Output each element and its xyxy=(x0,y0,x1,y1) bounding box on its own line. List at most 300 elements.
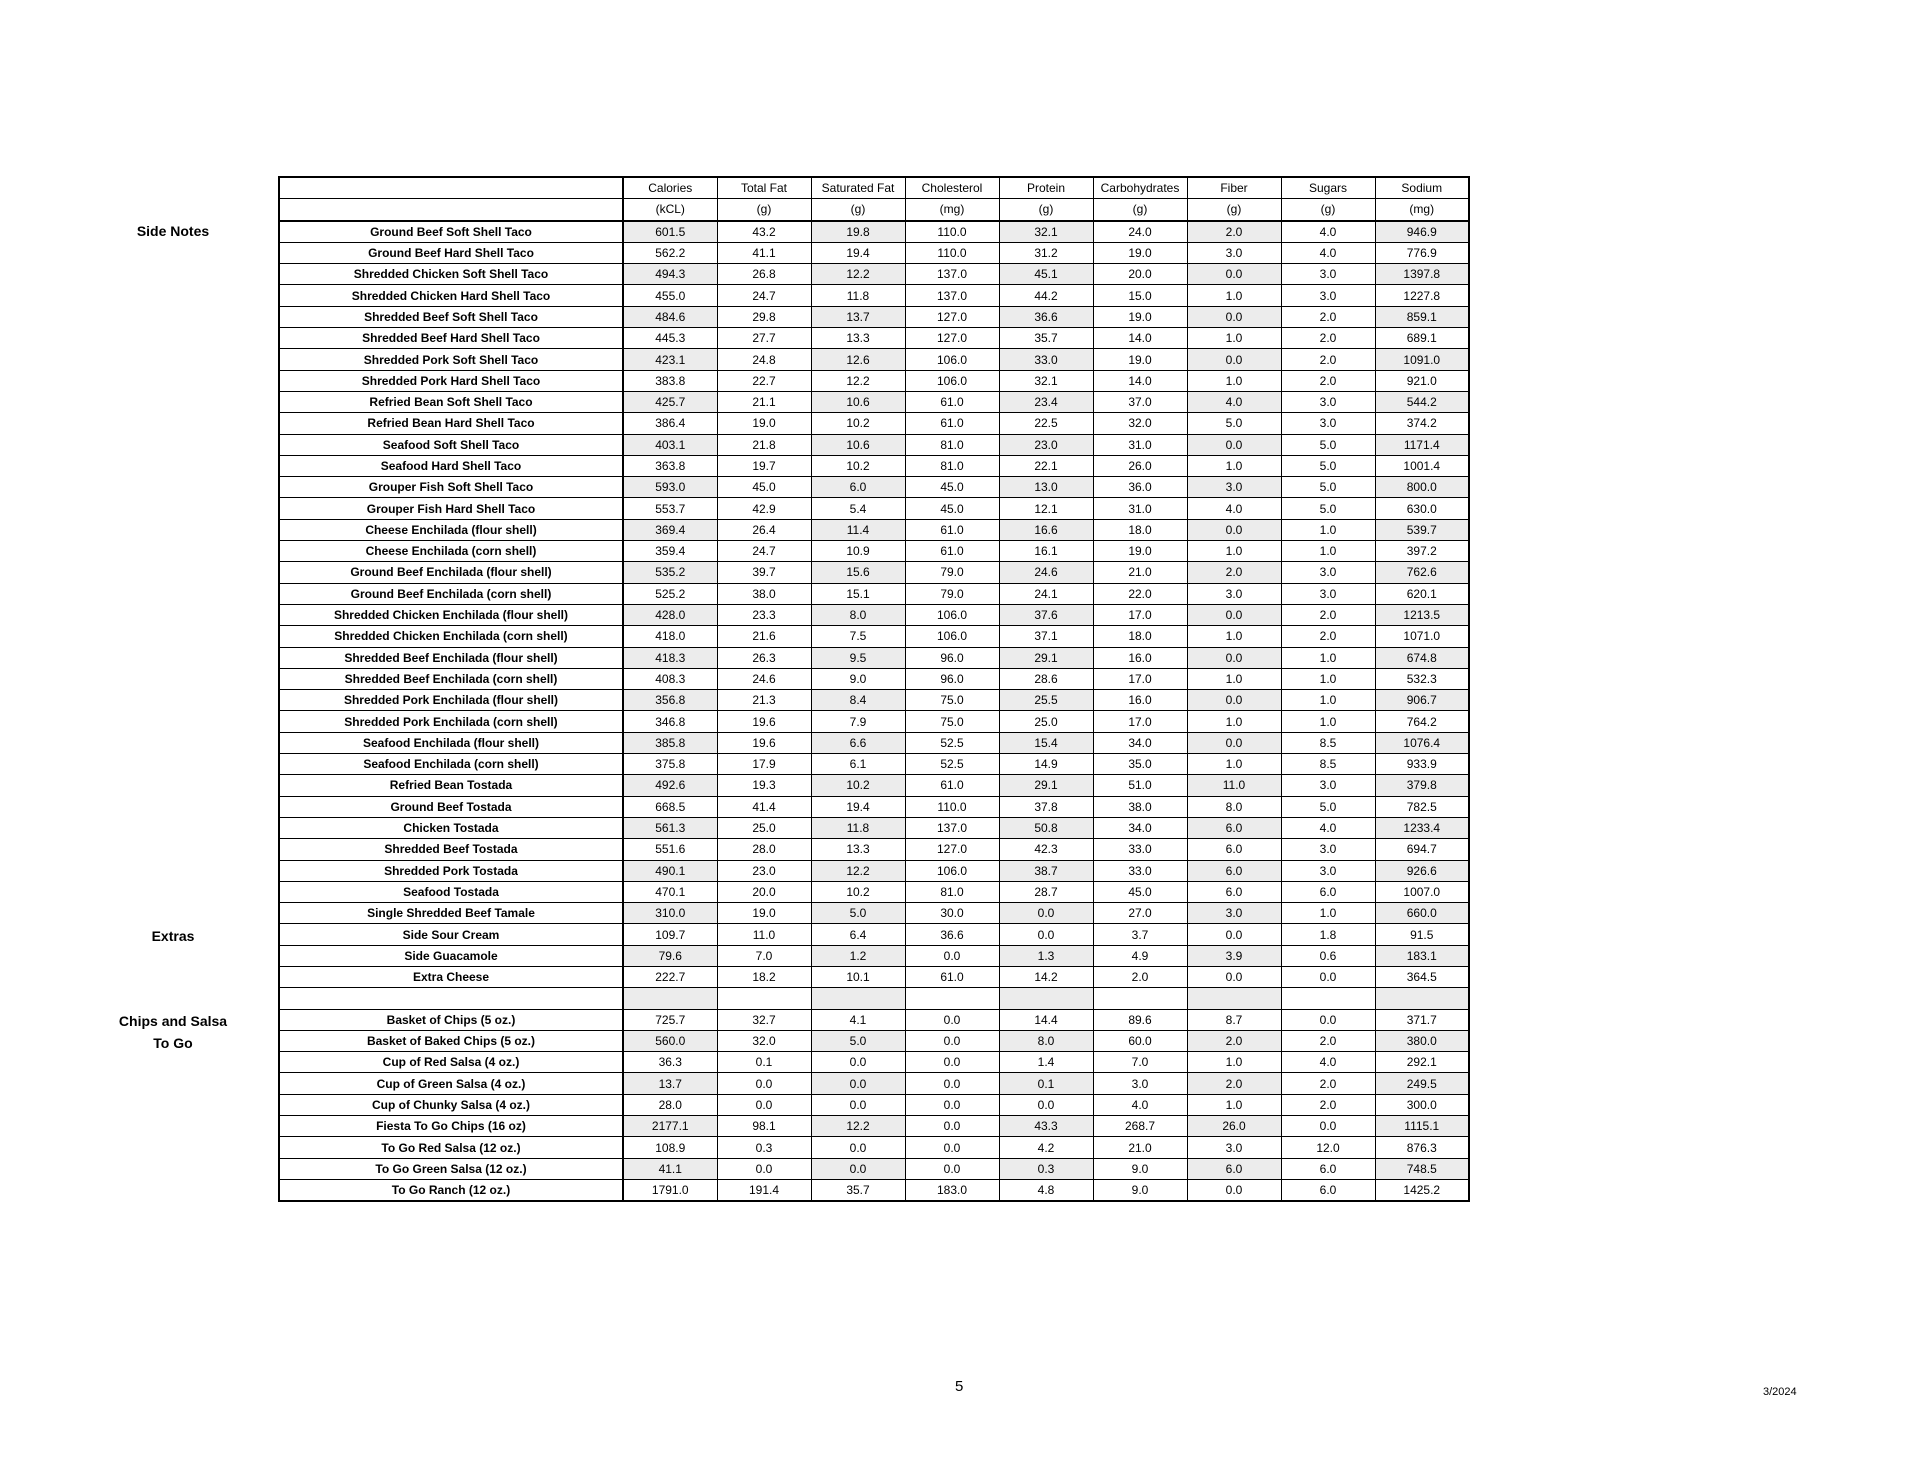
value-cell: 3.0 xyxy=(1281,583,1375,604)
value-cell: 15.4 xyxy=(999,732,1093,753)
value-cell: 553.7 xyxy=(623,498,717,519)
value-cell: 492.6 xyxy=(623,775,717,796)
value-cell: 0.0 xyxy=(811,1052,905,1073)
value-cell: 10.1 xyxy=(811,966,905,987)
value-cell: 18.2 xyxy=(717,966,811,987)
item-name: Seafood Tostada xyxy=(279,881,623,902)
value-cell: 14.9 xyxy=(999,754,1093,775)
table-row xyxy=(279,711,1469,732)
footer-date: 3/2024 xyxy=(1763,1386,1797,1398)
item-name: Chicken Tostada xyxy=(279,817,623,838)
value-cell: 425.7 xyxy=(623,391,717,412)
table-row xyxy=(279,519,1469,540)
value-cell: 25.0 xyxy=(999,711,1093,732)
value-cell: 23.3 xyxy=(717,604,811,625)
item-name: Shredded Pork Enchilada (corn shell) xyxy=(279,711,623,732)
value-cell: 1.0 xyxy=(1281,711,1375,732)
value-cell: 36.3 xyxy=(623,1052,717,1073)
value-cell: 16.0 xyxy=(1093,647,1187,668)
value-cell: 423.1 xyxy=(623,349,717,370)
value-cell: 79.6 xyxy=(623,945,717,966)
value-cell: 660.0 xyxy=(1375,903,1469,924)
value-cell: 43.2 xyxy=(717,221,811,243)
value-cell: 17.0 xyxy=(1093,711,1187,732)
value-cell: 13.7 xyxy=(623,1073,717,1094)
value-cell: 7.0 xyxy=(717,945,811,966)
value-cell: 32.1 xyxy=(999,221,1093,243)
value-cell: 408.3 xyxy=(623,668,717,689)
value-cell: 3.0 xyxy=(1281,264,1375,285)
item-name xyxy=(279,988,623,1009)
table-row xyxy=(279,391,1469,412)
value-cell xyxy=(623,988,717,1009)
value-cell: 32.1 xyxy=(999,370,1093,391)
value-cell: 2.0 xyxy=(1187,562,1281,583)
value-cell: 31.0 xyxy=(1093,498,1187,519)
value-cell: 876.3 xyxy=(1375,1137,1469,1158)
value-cell: 22.0 xyxy=(1093,583,1187,604)
value-cell: 21.1 xyxy=(717,391,811,412)
value-cell: 0.0 xyxy=(1187,604,1281,625)
value-cell: 11.8 xyxy=(811,817,905,838)
value-cell: 39.7 xyxy=(717,562,811,583)
value-cell: 249.5 xyxy=(1375,1073,1469,1094)
value-cell: 0.0 xyxy=(905,1030,999,1051)
value-cell: 11.0 xyxy=(1187,775,1281,796)
value-cell: 18.0 xyxy=(1093,626,1187,647)
value-cell: 21.3 xyxy=(717,690,811,711)
value-cell: 28.0 xyxy=(623,1094,717,1115)
value-cell: 15.6 xyxy=(811,562,905,583)
value-cell: 37.1 xyxy=(999,626,1093,647)
value-cell: 0.0 xyxy=(905,1052,999,1073)
value-cell: 24.6 xyxy=(999,562,1093,583)
value-cell: 6.0 xyxy=(1187,817,1281,838)
value-cell: 2.0 xyxy=(1187,1030,1281,1051)
item-name: Basket of Baked Chips (5 oz.) xyxy=(279,1030,623,1051)
value-cell: 98.1 xyxy=(717,1116,811,1137)
item-name: Single Shredded Beef Tamale xyxy=(279,903,623,924)
value-cell: 19.8 xyxy=(811,221,905,243)
value-cell: 1.0 xyxy=(1187,370,1281,391)
value-cell: 26.4 xyxy=(717,519,811,540)
table-row xyxy=(279,541,1469,562)
value-cell: 1071.0 xyxy=(1375,626,1469,647)
table-row xyxy=(279,1030,1469,1051)
value-cell: 45.1 xyxy=(999,264,1093,285)
value-cell: 0.0 xyxy=(1187,647,1281,668)
value-cell: 137.0 xyxy=(905,264,999,285)
value-cell: 0.1 xyxy=(999,1073,1093,1094)
value-cell: 0.0 xyxy=(905,1116,999,1137)
value-cell xyxy=(1281,988,1375,1009)
item-name: Ground Beef Enchilada (flour shell) xyxy=(279,562,623,583)
value-cell: 418.0 xyxy=(623,626,717,647)
value-cell: 19.0 xyxy=(717,903,811,924)
value-cell: 385.8 xyxy=(623,732,717,753)
item-name: Ground Beef Enchilada (corn shell) xyxy=(279,583,623,604)
value-cell: 21.8 xyxy=(717,434,811,455)
item-name: Grouper Fish Hard Shell Taco xyxy=(279,498,623,519)
value-cell: 1.0 xyxy=(1187,711,1281,732)
value-cell: 1.0 xyxy=(1187,541,1281,562)
item-name: Cheese Enchilada (corn shell) xyxy=(279,541,623,562)
value-cell: 61.0 xyxy=(905,966,999,987)
unit-cell: (g) xyxy=(717,199,811,221)
item-name: Cup of Chunky Salsa (4 oz.) xyxy=(279,1094,623,1115)
value-cell: 0.0 xyxy=(811,1158,905,1179)
value-cell: 26.3 xyxy=(717,647,811,668)
value-cell: 2.0 xyxy=(1187,221,1281,243)
value-cell: 2.0 xyxy=(1281,626,1375,647)
table-row xyxy=(279,817,1469,838)
value-cell: 81.0 xyxy=(905,455,999,476)
item-name: Extra Cheese xyxy=(279,966,623,987)
value-cell: 5.0 xyxy=(1281,434,1375,455)
value-cell: 24.7 xyxy=(717,541,811,562)
value-cell: 5.0 xyxy=(811,903,905,924)
value-cell: 776.9 xyxy=(1375,242,1469,263)
value-cell: 0.0 xyxy=(1187,349,1281,370)
value-cell: 18.0 xyxy=(1093,519,1187,540)
value-cell: 2.0 xyxy=(1281,306,1375,327)
value-cell: 12.2 xyxy=(811,370,905,391)
table-row xyxy=(279,1052,1469,1073)
value-cell: 7.5 xyxy=(811,626,905,647)
table-row xyxy=(279,498,1469,519)
table-row xyxy=(279,434,1469,455)
table-row xyxy=(279,732,1469,753)
value-cell: 22.5 xyxy=(999,413,1093,434)
value-cell: 10.6 xyxy=(811,434,905,455)
value-cell: 9.0 xyxy=(1093,1179,1187,1201)
table-row xyxy=(279,1073,1469,1094)
value-cell: 1.2 xyxy=(811,945,905,966)
value-cell: 4.0 xyxy=(1187,391,1281,412)
value-cell: 28.6 xyxy=(999,668,1093,689)
value-cell: 106.0 xyxy=(905,626,999,647)
value-cell: 35.7 xyxy=(999,328,1093,349)
value-cell: 27.7 xyxy=(717,328,811,349)
value-cell: 3.0 xyxy=(1187,583,1281,604)
value-cell: 12.2 xyxy=(811,264,905,285)
value-cell: 375.8 xyxy=(623,754,717,775)
value-cell: 560.0 xyxy=(623,1030,717,1051)
value-cell: 38.0 xyxy=(1093,796,1187,817)
value-cell: 0.0 xyxy=(717,1158,811,1179)
value-cell: 906.7 xyxy=(1375,690,1469,711)
value-cell: 52.5 xyxy=(905,732,999,753)
unit-cell: (g) xyxy=(1093,199,1187,221)
value-cell: 19.4 xyxy=(811,242,905,263)
value-cell: 356.8 xyxy=(623,690,717,711)
column-header: Saturated Fat xyxy=(811,177,905,199)
value-cell: 12.6 xyxy=(811,349,905,370)
value-cell: 4.0 xyxy=(1281,817,1375,838)
value-cell: 1007.0 xyxy=(1375,881,1469,902)
value-cell: 5.0 xyxy=(1281,796,1375,817)
item-name: Shredded Beef Enchilada (corn shell) xyxy=(279,668,623,689)
value-cell: 8.4 xyxy=(811,690,905,711)
value-cell: 10.2 xyxy=(811,881,905,902)
item-name: Shredded Chicken Enchilada (corn shell) xyxy=(279,626,623,647)
value-cell: 1001.4 xyxy=(1375,455,1469,476)
table-row xyxy=(279,562,1469,583)
value-cell: 27.0 xyxy=(1093,903,1187,924)
value-cell: 0.0 xyxy=(811,1073,905,1094)
value-cell xyxy=(999,988,1093,1009)
value-cell: 60.0 xyxy=(1093,1030,1187,1051)
value-cell: 3.0 xyxy=(1281,860,1375,881)
value-cell: 75.0 xyxy=(905,690,999,711)
value-cell: 14.2 xyxy=(999,966,1093,987)
value-cell: 5.0 xyxy=(1187,413,1281,434)
value-cell: 1.0 xyxy=(1187,1094,1281,1115)
table-row xyxy=(279,583,1469,604)
value-cell: 374.2 xyxy=(1375,413,1469,434)
value-cell: 1.0 xyxy=(1187,328,1281,349)
value-cell: 0.0 xyxy=(1281,1116,1375,1137)
value-cell: 3.0 xyxy=(1187,477,1281,498)
value-cell: 0.0 xyxy=(1187,966,1281,987)
value-cell: 38.7 xyxy=(999,860,1093,881)
table-row xyxy=(279,647,1469,668)
value-cell: 81.0 xyxy=(905,434,999,455)
value-cell: 8.0 xyxy=(1187,796,1281,817)
item-name: Shredded Beef Enchilada (flour shell) xyxy=(279,647,623,668)
value-cell: 10.6 xyxy=(811,391,905,412)
value-cell: 15.1 xyxy=(811,583,905,604)
value-cell: 13.7 xyxy=(811,306,905,327)
value-cell: 24.1 xyxy=(999,583,1093,604)
item-name: Shredded Pork Tostada xyxy=(279,860,623,881)
value-cell: 30.0 xyxy=(905,903,999,924)
value-cell: 0.0 xyxy=(811,1137,905,1158)
value-cell: 41.4 xyxy=(717,796,811,817)
value-cell: 0.0 xyxy=(717,1094,811,1115)
value-cell: 127.0 xyxy=(905,839,999,860)
value-cell xyxy=(717,988,811,1009)
item-name: Refried Bean Hard Shell Taco xyxy=(279,413,623,434)
value-cell: 28.0 xyxy=(717,839,811,860)
value-cell: 41.1 xyxy=(717,242,811,263)
value-cell: 21.0 xyxy=(1093,562,1187,583)
value-cell: 1.0 xyxy=(1187,626,1281,647)
item-name: To Go Ranch (12 oz.) xyxy=(279,1179,623,1201)
value-cell: 96.0 xyxy=(905,647,999,668)
value-cell: 106.0 xyxy=(905,349,999,370)
table-row xyxy=(279,881,1469,902)
value-cell: 19.6 xyxy=(717,711,811,732)
item-name: Shredded Beef Tostada xyxy=(279,839,623,860)
item-name: Cup of Green Salsa (4 oz.) xyxy=(279,1073,623,1094)
unit-cell: (mg) xyxy=(905,199,999,221)
value-cell: 668.5 xyxy=(623,796,717,817)
value-cell: 383.8 xyxy=(623,370,717,391)
value-cell: 20.0 xyxy=(1093,264,1187,285)
value-cell: 32.0 xyxy=(717,1030,811,1051)
value-cell: 35.7 xyxy=(811,1179,905,1201)
value-cell: 29.8 xyxy=(717,306,811,327)
value-cell: 0.0 xyxy=(905,945,999,966)
item-name: Shredded Pork Hard Shell Taco xyxy=(279,370,623,391)
value-cell: 674.8 xyxy=(1375,647,1469,668)
value-cell: 535.2 xyxy=(623,562,717,583)
value-cell: 0.0 xyxy=(905,1073,999,1094)
value-cell: 109.7 xyxy=(623,924,717,945)
value-cell: 403.1 xyxy=(623,434,717,455)
value-cell: 3.7 xyxy=(1093,924,1187,945)
value-cell: 24.8 xyxy=(717,349,811,370)
value-cell: 6.0 xyxy=(811,477,905,498)
value-cell: 183.1 xyxy=(1375,945,1469,966)
value-cell: 9.0 xyxy=(1093,1158,1187,1179)
table-row xyxy=(279,966,1469,987)
value-cell: 601.5 xyxy=(623,221,717,243)
column-header: Sugars xyxy=(1281,177,1375,199)
value-cell: 15.0 xyxy=(1093,285,1187,306)
value-cell: 4.0 xyxy=(1281,1052,1375,1073)
table-row xyxy=(279,1009,1469,1030)
value-cell: 106.0 xyxy=(905,860,999,881)
value-cell: 37.0 xyxy=(1093,391,1187,412)
value-cell: 1.0 xyxy=(1187,1052,1281,1073)
value-cell: 33.0 xyxy=(999,349,1093,370)
value-cell: 25.0 xyxy=(717,817,811,838)
value-cell: 3.0 xyxy=(1281,775,1375,796)
value-cell: 2.0 xyxy=(1187,1073,1281,1094)
value-cell: 490.1 xyxy=(623,860,717,881)
value-cell: 2.0 xyxy=(1281,349,1375,370)
value-cell: 20.0 xyxy=(717,881,811,902)
page-number: 5 xyxy=(955,1378,964,1395)
units-blank-cell xyxy=(279,199,623,221)
table-row xyxy=(279,690,1469,711)
value-cell: 110.0 xyxy=(905,221,999,243)
value-cell: 23.4 xyxy=(999,391,1093,412)
table-row xyxy=(279,285,1469,306)
value-cell: 96.0 xyxy=(905,668,999,689)
value-cell: 1.0 xyxy=(1187,455,1281,476)
value-cell: 0.0 xyxy=(905,1009,999,1030)
item-name: Seafood Enchilada (flour shell) xyxy=(279,732,623,753)
value-cell: 1425.2 xyxy=(1375,1179,1469,1201)
value-cell: 1791.0 xyxy=(623,1179,717,1201)
value-cell: 1213.5 xyxy=(1375,604,1469,625)
unit-cell: (g) xyxy=(811,199,905,221)
value-cell: 6.0 xyxy=(1187,839,1281,860)
table-row xyxy=(279,306,1469,327)
value-cell: 29.1 xyxy=(999,647,1093,668)
value-cell: 17.0 xyxy=(1093,604,1187,625)
value-cell: 2.0 xyxy=(1281,1030,1375,1051)
value-cell: 45.0 xyxy=(905,498,999,519)
value-cell: 484.6 xyxy=(623,306,717,327)
value-cell: 6.0 xyxy=(1281,1158,1375,1179)
value-cell: 10.2 xyxy=(811,455,905,476)
value-cell: 268.7 xyxy=(1093,1116,1187,1137)
value-cell: 108.9 xyxy=(623,1137,717,1158)
value-cell: 379.8 xyxy=(1375,775,1469,796)
value-cell: 926.6 xyxy=(1375,860,1469,881)
value-cell: 455.0 xyxy=(623,285,717,306)
value-cell: 0.0 xyxy=(1187,924,1281,945)
table-row xyxy=(279,668,1469,689)
table-row xyxy=(279,1137,1469,1158)
value-cell: 0.0 xyxy=(905,1137,999,1158)
table-row xyxy=(279,839,1469,860)
value-cell: 1076.4 xyxy=(1375,732,1469,753)
table-row xyxy=(279,477,1469,498)
table-row xyxy=(279,924,1469,945)
item-name: Seafood Soft Shell Taco xyxy=(279,434,623,455)
value-cell: 19.7 xyxy=(717,455,811,476)
value-cell: 620.1 xyxy=(1375,583,1469,604)
value-cell: 6.0 xyxy=(1187,860,1281,881)
table-row xyxy=(279,1116,1469,1137)
value-cell: 8.5 xyxy=(1281,732,1375,753)
value-cell: 428.0 xyxy=(623,604,717,625)
value-cell: 19.4 xyxy=(811,796,905,817)
value-cell: 13.3 xyxy=(811,839,905,860)
value-cell: 51.0 xyxy=(1093,775,1187,796)
value-cell: 2.0 xyxy=(1281,604,1375,625)
value-cell: 782.5 xyxy=(1375,796,1469,817)
value-cell: 110.0 xyxy=(905,796,999,817)
value-cell: 5.0 xyxy=(1281,455,1375,476)
value-cell: 8.5 xyxy=(1281,754,1375,775)
value-cell: 539.7 xyxy=(1375,519,1469,540)
item-name: Shredded Chicken Hard Shell Taco xyxy=(279,285,623,306)
table-row xyxy=(279,796,1469,817)
value-cell: 1.8 xyxy=(1281,924,1375,945)
table-row xyxy=(279,860,1469,881)
value-cell: 764.2 xyxy=(1375,711,1469,732)
item-name: Shredded Beef Soft Shell Taco xyxy=(279,306,623,327)
value-cell: 0.0 xyxy=(717,1073,811,1094)
value-cell: 28.7 xyxy=(999,881,1093,902)
unit-cell: (mg) xyxy=(1375,199,1469,221)
value-cell: 23.0 xyxy=(717,860,811,881)
value-cell: 1.0 xyxy=(1281,668,1375,689)
value-cell: 4.2 xyxy=(999,1137,1093,1158)
value-cell: 33.0 xyxy=(1093,839,1187,860)
value-cell: 0.0 xyxy=(999,924,1093,945)
table-row xyxy=(279,903,1469,924)
value-cell: 4.0 xyxy=(1281,221,1375,243)
nutrition-table xyxy=(278,176,1470,1202)
column-header: Calories xyxy=(623,177,717,199)
table-row xyxy=(279,413,1469,434)
column-header: Fiber xyxy=(1187,177,1281,199)
table-row xyxy=(279,1158,1469,1179)
item-name: Ground Beef Soft Shell Taco xyxy=(279,221,623,243)
table-row xyxy=(279,455,1469,476)
value-cell: 445.3 xyxy=(623,328,717,349)
value-cell: 551.6 xyxy=(623,839,717,860)
table-row xyxy=(279,945,1469,966)
table-row xyxy=(279,370,1469,391)
item-name: Side Guacamole xyxy=(279,945,623,966)
value-cell: 2.0 xyxy=(1281,370,1375,391)
value-cell: 4.9 xyxy=(1093,945,1187,966)
value-cell: 1.0 xyxy=(1281,541,1375,562)
value-cell: 0.0 xyxy=(1187,306,1281,327)
value-cell: 222.7 xyxy=(623,966,717,987)
table-row xyxy=(279,264,1469,285)
value-cell: 371.7 xyxy=(1375,1009,1469,1030)
value-cell: 37.8 xyxy=(999,796,1093,817)
